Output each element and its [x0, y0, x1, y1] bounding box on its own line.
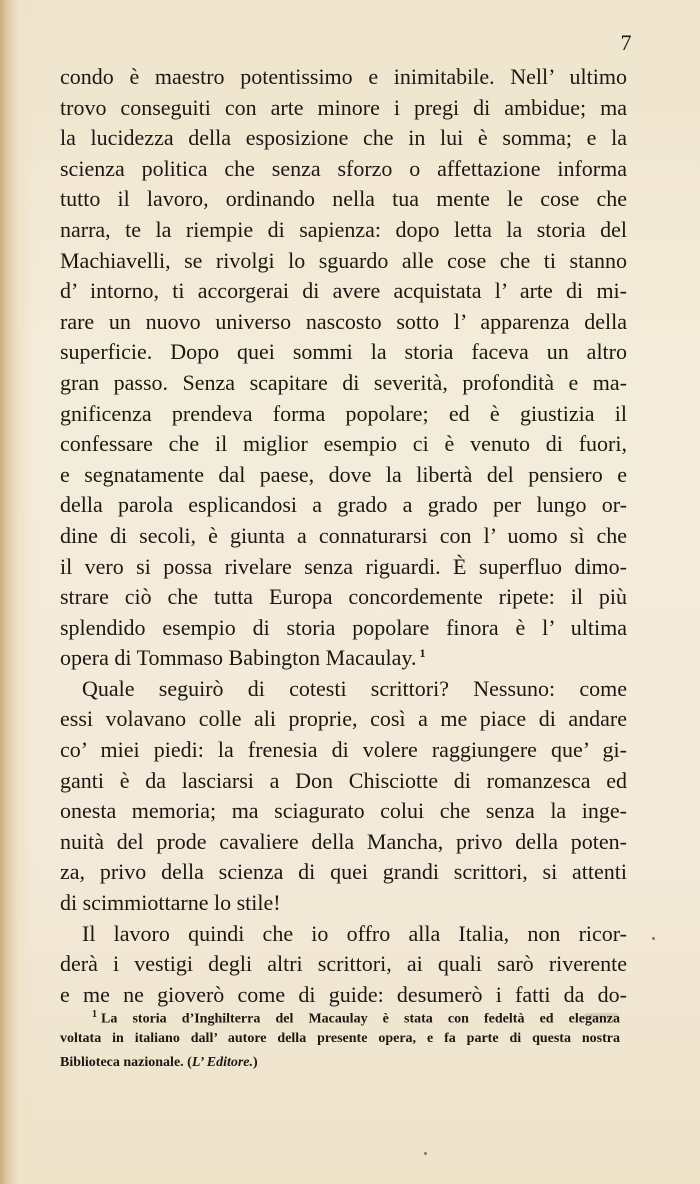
footnote-text: Biblioteca nazionale. [60, 1055, 184, 1070]
text-line [60, 674, 627, 705]
text-line [60, 337, 627, 368]
text-line [60, 62, 627, 93]
paper-smudge [584, 1013, 618, 1019]
text-line-content: gran passo. Senza scapitare di severità, profondità e ma- [60, 369, 627, 395]
text-line [60, 429, 627, 460]
text-line [60, 766, 627, 797]
text-line [60, 307, 627, 338]
text-line [60, 490, 627, 521]
text-line [60, 154, 627, 185]
text-line [60, 643, 627, 674]
text-line-content: narra, te la riempie di sapienza: dopo letta la storia del [60, 216, 627, 242]
text-line-content: derà i vestigi degli altri scrittori, ai quali sarò riverente [60, 951, 627, 977]
text-line [60, 704, 627, 735]
footnote-paren: ( [187, 1055, 192, 1070]
footnote-text: La storia d’Inghilterra del Macaulay è stata con fedeltà ed eleganza [101, 1011, 620, 1027]
text-line [60, 827, 627, 858]
text-line [60, 582, 627, 613]
text-line [60, 215, 627, 246]
text-line [60, 460, 627, 491]
text-line-content: opera di Tommaso Babington Macaulay. [60, 645, 417, 671]
text-line [60, 399, 627, 430]
text-line [60, 552, 627, 583]
text-line-content: ganti è da lasciarsi a Don Chisciotte di romanzesca ed [60, 767, 627, 793]
text-line [60, 857, 627, 888]
text-line [60, 93, 627, 124]
text-line [60, 735, 627, 766]
text-line-content: strare ciò che tutta Europa concordemente ripete: il più [60, 584, 627, 610]
text-line [60, 521, 627, 552]
text-line [60, 246, 627, 277]
footnote-reference[interactable]: 1 [419, 645, 426, 660]
text-line-content: co’ miei piedi: la frenesia di volere raggiungere que’ gi- [60, 737, 627, 763]
text-line-content: scienza politica che senza sforzo o affettazione informa [60, 155, 627, 181]
text-line-content: e segnatamente dal paese, dove la libertà del pensiero e [60, 461, 627, 487]
body-text [60, 62, 627, 1010]
paper-speck [652, 937, 655, 940]
text-line-content: il vero si possa rivelare senza riguardi. È superfluo dimo- [60, 553, 627, 579]
paper-speck [424, 1152, 427, 1155]
footnote-line [60, 1003, 620, 1027]
text-line-content: e me ne gioverò come di guide: desumerò i fatti da do- [60, 981, 627, 1007]
text-line-content: condo è maestro potentissimo e inimitabile. Nell’ ultimo [60, 64, 627, 89]
text-line-content: superficie. Dopo quei sommi la storia faceva un altro [60, 339, 627, 365]
footnote-editor-credit: L’ Editore. [191, 1055, 254, 1070]
footnote-marker: 1 [92, 1009, 97, 1020]
text-line [60, 796, 627, 827]
footnote-paren: ) [253, 1055, 258, 1070]
text-line-content: splendido esempio di storia popolare finora è l’ ultima [60, 614, 627, 640]
text-line-content: gnificenza prendeva forma popolare; ed è giustizia il [60, 400, 627, 426]
text-line [60, 613, 627, 644]
text-line-content: Machiavelli, se rivolgi lo sguardo alle cose che ti stanno [60, 247, 627, 273]
text-line-content: nuità del prode cavaliere della Mancha, privo della poten- [60, 828, 627, 854]
text-line-content: trovo conseguiti con arte minore i pregi di ambidue; ma [60, 94, 627, 120]
page-number: 7 [620, 30, 632, 55]
text-line-content: di scimmiottarne lo stile! [60, 890, 281, 916]
text-line-content: za, privo della scienza di quei grandi scrittori, si attenti [60, 859, 627, 885]
text-line [60, 123, 627, 154]
text-line-content: la lucidezza della esposizione che in lui è somma; e la [60, 125, 627, 151]
text-line [60, 949, 627, 980]
text-line-content: confessare che il miglior esempio ci è venuto di fuori, [60, 431, 627, 457]
text-line-content: rare un nuovo universo nascosto sotto l’ apparenza della [60, 308, 627, 334]
text-line-content: onesta memoria; ma sciagurato colui che senza la inge- [60, 798, 627, 824]
text-line-content: d’ intorno, ti accorgerai di avere acquistata l’ arte di mi- [60, 278, 627, 304]
text-line-content: essi volavano colle ali proprie, così a me piace di andare [60, 706, 627, 732]
text-line-content: Il lavoro quindi che io offro alla Italia, non ricor- [82, 920, 627, 946]
footnote-text: voltata in italiano dall’ autore della presente opera, e fa parte di questa nostra [60, 1031, 620, 1046]
text-line-content: dine di secoli, è giunta a connaturarsi con l’ uomo sì che [60, 522, 627, 548]
footnote [60, 1003, 620, 1075]
text-line [60, 184, 627, 215]
text-line-content: della parola esplicandosi a grado a grado per lungo or- [60, 492, 627, 518]
text-line [60, 368, 627, 399]
text-line-content: Quale seguirò di cotesti scrittori? Nessuno: come [82, 675, 627, 701]
footnote-line [60, 1027, 620, 1051]
text-line [60, 276, 627, 307]
text-line [60, 888, 627, 919]
text-line-content: tutto il lavoro, ordinando nella tua mente le cose che [60, 186, 627, 212]
text-line [60, 919, 627, 950]
footnote-line [60, 1051, 620, 1075]
